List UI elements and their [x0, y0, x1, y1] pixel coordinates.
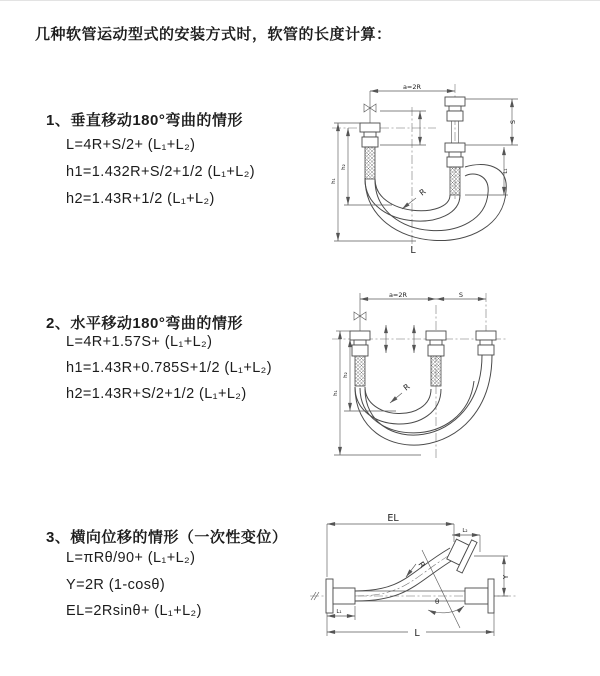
section-3-heading: 3、横向位移的情形（一次性变位） [46, 529, 288, 546]
section-1-formula-h2: h2=1.43R+1/2 (L₁+L₂) [66, 191, 215, 207]
braided-hose-section [431, 356, 441, 386]
dim-label-y: Y [502, 574, 510, 580]
radius-leader-line [390, 393, 402, 403]
radius-label: R [417, 187, 428, 198]
braided-hose-section [355, 356, 365, 386]
section-2-heading: 2、水平移动180°弯曲的情形 [46, 315, 243, 332]
radius-label: R [416, 559, 427, 570]
dim-label-h1: h₁ [333, 390, 339, 396]
dim-label-h2: h₂ [343, 372, 349, 378]
tilted-flange [444, 534, 477, 573]
diagram-vertical-180-bend [316, 81, 552, 257]
dim-label-el: EL [387, 513, 399, 524]
angle-label: θ [435, 598, 440, 606]
section-2-formula-h2: h2=1.43R+S/2+1/2 (L₁+L₂) [66, 386, 247, 402]
dim-label-h2: h₂ [341, 164, 347, 170]
section-1-formula-h1: h1=1.432R+S/2+1/2 (L₁+L₂) [66, 164, 256, 180]
phantom-right-fitting [465, 579, 494, 613]
right-pipe-fitting [476, 331, 496, 355]
radius-leader-line [402, 198, 416, 209]
dim-label-stroke: S [509, 119, 517, 125]
middle-pipe-fitting [426, 331, 446, 386]
dim-label-stroke: S [458, 291, 464, 299]
dim-label-span: a=2R [402, 83, 422, 91]
diagram-lateral-displacement [304, 504, 596, 660]
dim-label-span: a=2R [388, 291, 408, 299]
dim-label-l1: L₁ [336, 609, 342, 615]
section-2-formula-L: L=4R+1.57S+ (L₁+L₂) [66, 334, 213, 350]
left-fitting [326, 579, 355, 613]
page-title: 几种软管运动型式的安装方式时，软管的长度计算： [35, 26, 392, 43]
u-hose-curves [355, 355, 492, 445]
braided-hose-section [365, 147, 375, 179]
dim-label-length: L [414, 628, 420, 639]
diagram-horizontal-180-bend [316, 285, 554, 463]
left-pipe-fitting [350, 331, 370, 386]
angle-arc [428, 606, 464, 613]
section-2-formula-h1: h1=1.43R+0.785S+1/2 (L₁+L₂) [66, 360, 272, 376]
section-1-heading: 1、垂直移动180°弯曲的情形 [46, 112, 243, 129]
section-3-formula-EL: EL=2Rsinθ+ (L₁+L₂) [66, 603, 202, 619]
right-pipe-upper-position [445, 97, 465, 121]
section-3-formula-Y: Y=2R (1-cosθ) [66, 577, 166, 593]
left-pipe-fitting [360, 123, 380, 179]
braided-hose-section [450, 167, 460, 195]
s-curve-hose [355, 548, 456, 601]
right-pipe-lower-position [445, 143, 465, 195]
length-label: L [410, 245, 416, 256]
u-hose-curves [365, 165, 506, 241]
dim-label-l2: L₂ [462, 528, 468, 534]
dim-label-fitting: L₁ [503, 168, 509, 174]
radius-label: R [401, 382, 412, 393]
section-3-formula-L: L=πRθ/90+ (L₁+L₂) [66, 550, 196, 566]
dim-label-h1: h₁ [331, 178, 337, 184]
section-1-formula-L: L=4R+S/2+ (L₁+L₂) [66, 137, 196, 153]
